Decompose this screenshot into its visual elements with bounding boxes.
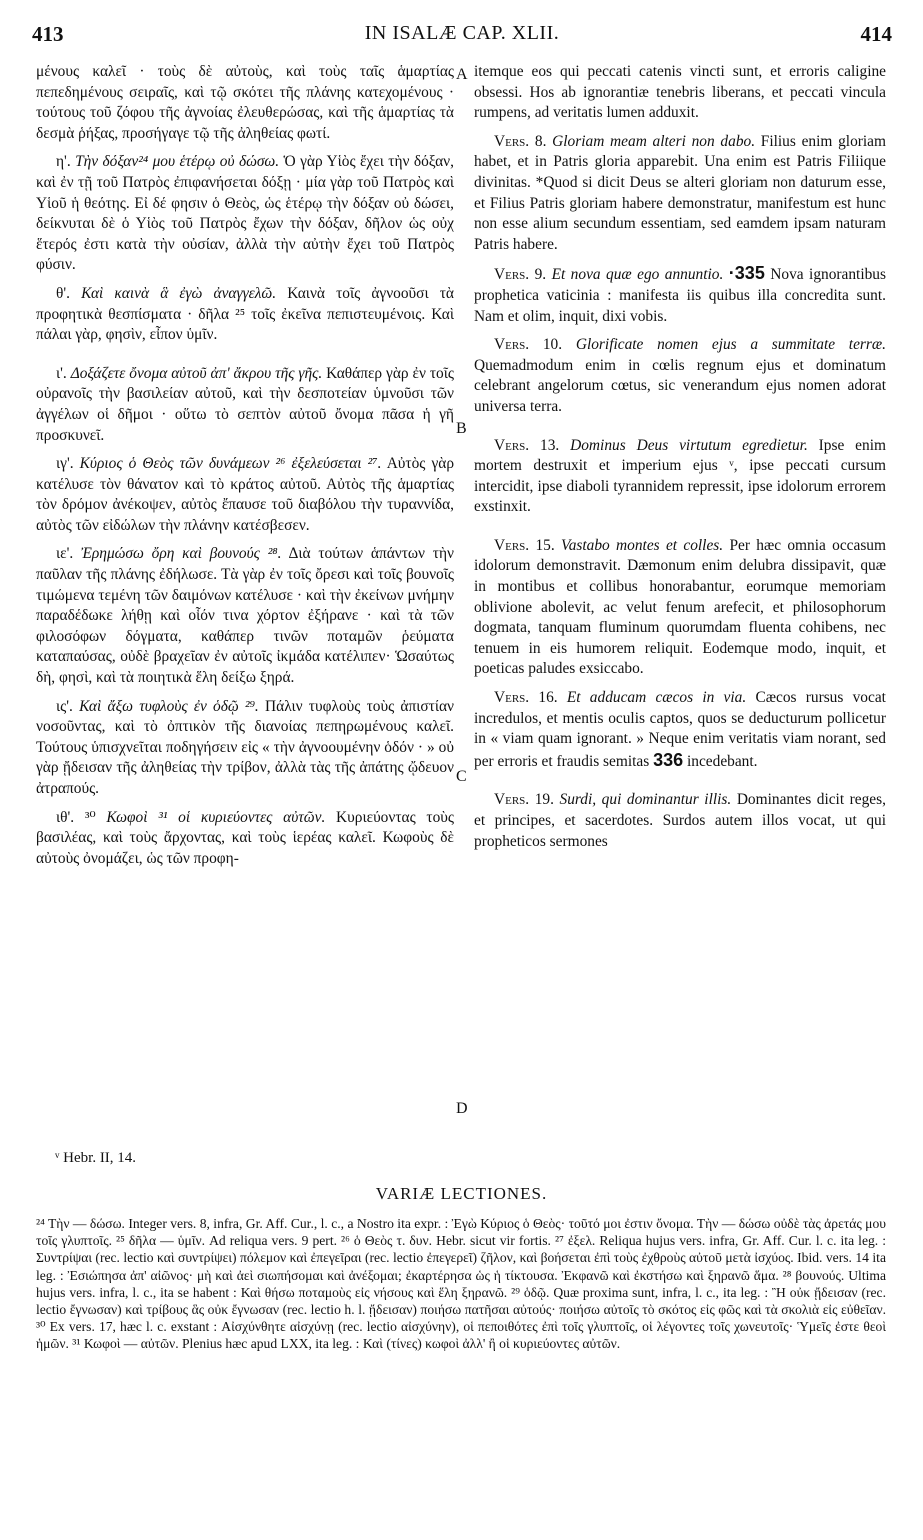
latin-verse-8 [474, 132, 886, 256]
verse-commentary: Per hæc omnia occasum idolorum demonstravit. Dæmonum enim delubra dissipavit, quæ in montibus et collibus honorabantur, eorumque memoriam oblivione abolevit, ac velut fenum arefecit, et philosophorum dogmata, tanquam fluminum quorumdam fluenta cohibens, nec tenuem in eis humorem reliquit. Eodemque modo, inquit, et poeticas paludes exsiccabo. [474, 536, 886, 678]
greek-verse-16 [36, 697, 454, 800]
latin-verse-16 [474, 688, 886, 772]
latin-verse-9 [474, 263, 886, 327]
page-number-left: 413 [32, 22, 64, 46]
greek-verse-15 [36, 544, 454, 688]
column-marker-336: 336 [653, 749, 684, 770]
margin-letter-a: A [456, 66, 468, 83]
footnote: ᵛ Hebr. II, 14. [55, 1150, 137, 1166]
verse-lemma: Surdi, qui dominantur illis. [559, 791, 732, 809]
latin-column [474, 62, 886, 860]
verse-commentary: Διὰ τούτων ἁπάντων τὴν παῦλαν τῆς πλάνης ἐδήλωσε. Τὰ γὰρ ἐν τοῖς ὄρεσι καὶ τοῖς βουνοῖς τιμώμενα τεμένη τῶν δαιμόνων κατέλυσε · καὶ τὴν ἐκείνων μνήμην παραδέδωκε λήθῃ καὶ οἷόν τινα χόρτον ἐξήρανε · καὶ τὰ τῶν φιλοσόφων δόγματα, καθάπερ τινῶν ποταμῶν ῥεύματα καταπαύσας, οὐδὲ βραχεῖαν ἐν αὐτοῖς ἰκμάδα κατέλιπεν· Ὡσαύτως δὴ, φησὶ, καὶ τὰ ποιητικὰ ἕλη δείξω ξηρά. [36, 545, 454, 687]
verse-lemma: Καὶ καινὰ ἃ ἐγὼ ἀναγγελῶ. [81, 284, 277, 302]
greek-verse-13 [36, 454, 454, 536]
greek-column [36, 62, 454, 877]
verse-label: Vers. 19. [494, 791, 554, 809]
verse-number: ις'. [56, 697, 73, 715]
running-title: IN ISALÆ CAP. XLII. [364, 22, 560, 44]
verse-commentary: Filius enim gloriam habet, et in Patris gloria apparebit. Una enim est Patris Filiique divinitas. *Quod si dicit Deus se alteri gloriam non daturum esse, et Filius Patris gloriam habere demonstratur, manifestum est hunc non esse alium secundum essentiam, sed eamdem ipsam naturam Patris habere. [474, 132, 886, 253]
verse-lemma: Vastabo montes et colles. [561, 536, 724, 554]
verse-label: Vers. 13. [494, 436, 560, 454]
verse-commentary: Ipse enim mortem destruxit et imperium ejus ᵛ, ipse peccati cursum intercidit, ipse diaboli tyrannidem repressit, ipse idolorum errorem exstinxit. [474, 436, 886, 516]
verse-commentary: Quemadmodum enim in cœlis regnum ejus et dominatum celebrant angelorum cœtus, sic venerandum ejus nomen adorat universa terra. [474, 356, 886, 415]
greek-paragraph: μένους καλεῖ · τοὺς δὲ αὐτοὺς, καὶ τοὺς ταῖς ἁμαρτίας πεπεδημένους σειραῖς, καὶ τῷ σκότει τῆς πλάνης κατεχομένους · τούτους τοῦ ζόφου τῆς ἀγνοίας ἐλευθερώσας, καὶ τῆς ἁμαρτίας τὰ δεσμὰ ῥήξας, προσήγαγε τῷ τῆς ἀληθείας φωτί. [36, 63, 454, 142]
greek-verse-8 [36, 152, 454, 276]
page-number-right: 414 [860, 22, 892, 46]
verse-commentary: Nova ignorantibus prophetica vaticinia : manifesta iis quibus illa concredita sunt. Nam et olim, inquit, dixi vobis. [474, 266, 886, 325]
verse-label: Vers. 8. [494, 132, 547, 150]
margin-letter-d: D [456, 1100, 468, 1117]
verse-lemma: Κωφοὶ ³¹ οἱ κυριεύοντες αὐτῶν. [106, 808, 326, 826]
verse-lemma: Glorificate nomen ejus a summitate terræ. [575, 336, 886, 354]
verse-number: ιε'. [56, 545, 74, 563]
running-head [32, 22, 892, 52]
verse-lemma: Ἐρημώσω ὄρη καὶ βουνούς ²⁸. [81, 545, 282, 563]
greek-verse-9 [36, 284, 454, 346]
latin-verse-15 [474, 536, 886, 680]
verse-label: Vers. 9. [494, 266, 547, 284]
margin-letter-b: B [456, 420, 467, 437]
verse-commentary-end: incedebant. [687, 752, 758, 770]
verse-commentary: Αὐτὸς γὰρ κατέλυσε τὸν θάνατον καὶ τὸ κράτος αὐτοῦ. Αὐτὸς τῆς ἁμαρτίας τὸν δρόμον ἀνέκοψεν, αὐτὸς ἔπαυσε τοῦ διαβόλου τὴν τυραννίδα, αὐτὸς τῶν εἰδώλων τὴν πλάνην κατέσβεσεν. [36, 455, 455, 534]
latin-paragraph: itemque eos qui peccati catenis vincti sunt, et erroris caligine obsessi. Hos ab ignorantiæ tenebris liberans, et peccati vincula rumpens, ad veritatis lumen adduxit. [474, 63, 886, 122]
verse-commentary: Καθάπερ γὰρ ἐν τοῖς οὐρανοῖς τὴν βασιλείαν αὐτοῦ, καὶ τὴν δεσποτείαν ὑμνοῦσι τῶν ἀγγέλων οἱ δῆμοι · οὕτω τὸ σεπτὸν αὐτοῦ ὄνομα πᾶσα ἡ γῆ προσκυνεῖ. [36, 364, 454, 444]
greek-verse-10 [36, 364, 454, 446]
verse-commentary: Καινὰ τοῖς ἀγνοοῦσι τὰ προφητικὰ θεσπίσματα · δῆλα ²⁵ τοῖς ἐκεῖνα πεπιστευμένοις. Καὶ πάλαι γὰρ, φησὶν, εἶπον ὑμῖν. [36, 284, 454, 344]
margin-letter-c: C [456, 768, 467, 785]
verse-commentary: Πάλιν τυφλοὺς τοὺς ἀπιστίαν νοσοῦντας, καὶ τὸ ὀπτικὸν τῆς διανοίας πεπηρωμένους καλεῖ. Τούτους ὑπισχνεῖται ποδηγήσειν εἰς « τὴν ἀγνοουμένην ὁδόν · » οὐ γὰρ ᾔδεισαν τῆς ἀληθείας τὴν τρίβον, ἀλλὰ τὰς τῆς ἀπάτης ᾤδευον ἀτραπούς. [36, 697, 455, 797]
verse-commentary: Cæcos rursus vocat incredulos, et mentis oculis captos, quos se deducturum pollicetur in « viam quam ignorant. » Neque enim veritatis viam norant, sed per erroris et fraudis semitas [474, 689, 886, 770]
verse-label: Vers. 15. [494, 536, 555, 554]
latin-verse-19 [474, 790, 886, 852]
verse-number: ι'. [56, 364, 67, 382]
verse-lemma: Κύριος ὁ Θεὸς τῶν δυνάμεων ²⁶ ἐξελεύσεται ²⁷. [79, 455, 382, 473]
verse-label: Vers. 16. [494, 689, 558, 707]
verse-lemma: Et adducam cæcos in via. [566, 689, 747, 707]
verse-number: ιγ'. [56, 455, 74, 473]
verse-number: θ'. [56, 284, 70, 302]
greek-verse-19 [36, 808, 454, 870]
verse-lemma: Καὶ ἄξω τυφλοὺς ἐν ὁδῷ ²⁹. [79, 697, 259, 715]
verse-number: η'. [56, 153, 71, 171]
verse-lemma: Δοξάζετε ὄνομα αὐτοῦ ἀπ' ἄκρου τῆς γῆς. [70, 364, 323, 382]
verse-commentary: Dominantes dicit reges, et principes, et sacerdotes. Surdos autem illos vocat, ut qui propheticos sermones [474, 791, 886, 850]
column-marker-335: ·335 [728, 263, 765, 284]
verse-number: ιθ'. ³⁰ [56, 808, 96, 826]
verse-lemma: Dominus Deus virtutum egredietur. [570, 436, 808, 454]
variants-heading: VARIÆ LECTIONES. [375, 1184, 548, 1203]
variants-notes: ²⁴ Τὴν — δώσω. Integer vers. 8, infra, Gr. Aff. Cur., l. c., a Nostro ita expr. : Ἐγὼ Κύριος ὁ Θεὸς· τοῦτό μοι ἐστιν ὄνομα. Τὴν — δώσω οὐδὲ τὰς ἀρετάς μου τοῖς γλυπτοῖς. ²⁵ δῆλα — ὑμῖν. Ad reliqua vers. 9 pert. ²⁶ ὁ Θεὸς τ. δυν. Hebr. sicut vir fortis. ²⁷ ἐξελ. Reliqua hujus vers. infra, Gr. Aff. Cur. l. c. ita leg. : Συντρίψαι (rec. lectio καὶ συντρίψει) πόλεμον καὶ ἐπεγεῖραι (rec. lectio ἐπεγερεῖ) ζῆλον, καὶ βοήσεται ἐπὶ τοὺς ἐχθροὺς αὐτοῦ μετὰ ἰσχύος. Ibid. vers. 14 ita leg. : Ἐσιώπησα ἀπ' αἰῶνος· μὴ καὶ ἀεὶ σιωπήσομαι καὶ ἀνέξομαι; ἐκαρτέρησα ὡς ἡ τίκτουσα. Ἐκφανῶ καὶ ἐκστήσω καὶ ξηρανῶ ἅμα. ²⁸ βουνούς. Ultima hujus vers. infra, l. c., ita se habent : Καὶ θήσω ποταμοὺς εἰς νήσους καὶ ἕλη ξηρανῶ. ²⁹ ὁδῷ. Quæ proxima sunt, infra, l. c., ita leg. : Ἢ οὐκ ᾔδεισαν (rec. lectio ἔγνωσαν) καὶ τρίβους ἃς οὐκ ἔγνωσαν (rec. lectio h. l. ᾔδεισαν) ποιήσω πατῆσαι αὐτούς· ποιήσω αὐτοῖς τὸ σκότος εἰς φῶς καὶ τὰ σκολιὰ εἰς εὐθεῖαν. ³⁰ Ex vers. 17, hæc l. c. exstant : Αἰσχύνθητε αἰσχύνῃ (rec. lectio αἰσχύνην), οἱ πεποιθότες ἐπὶ τοῖς γλυπτοῖς, οἱ λέγοντες τοῖς χωνευτοῖς· Ὑμεῖς ἐστε θεοὶ ἡμῶν. ³¹ Κωφοὶ — αὐτῶν. Plenius hæc apud LXX, ita leg. : Καὶ (τίνες) κωφοὶ ἀλλ' ἢ οἱ κυριεύοντες αὐτῶν. [36, 1216, 886, 1352]
verse-lemma: Gloriam meam alteri non dabo. [552, 132, 756, 150]
latin-verse-10 [474, 335, 886, 417]
verse-commentary: Ὁ γὰρ Υἱὸς ἔχει τὴν δόξαν, καὶ ἐν τῇ τοῦ Πατρὸς ἐπιφανήσεται δόξῃ · μία γὰρ τοῦ Πατρὸς καὶ Υἱοῦ ἡ θεότης. Εἰ δέ φησιν ὁ Θεὸς, ὡς ἑτέρῳ τὴν δόξαν οὐ δώσει, δείκνυται δὲ ὁ Υἱὸς τοῦ Πατρὸς ἔχων τὴν δόξαν, δῆλον ὡς οὐχ ἕτερός ἐστι κατὰ τὴν οὐσίαν, ἀλλὰ τὴν αὐτὴν ἔχει τοῦ Πατρὸς φύσιν. [36, 153, 454, 274]
verse-label: Vers. 10. [494, 336, 563, 354]
verse-commentary: Κυριεύοντας τοὺς βασιλέας, καὶ τοὺς ἄρχοντας, καὶ τοὺς ἱερέας καλεῖ. Κωφοὺς δὲ αὐτοὺς ὀνομάζει, ὡς τῶν προφη- [36, 808, 454, 867]
verse-lemma: Τὴν δόξαν²⁴ μου ἑτέρῳ οὐ δώσω. [75, 153, 280, 171]
latin-verse-13 [474, 436, 886, 518]
verse-lemma: Et nova quæ ego annuntio. [551, 266, 724, 284]
